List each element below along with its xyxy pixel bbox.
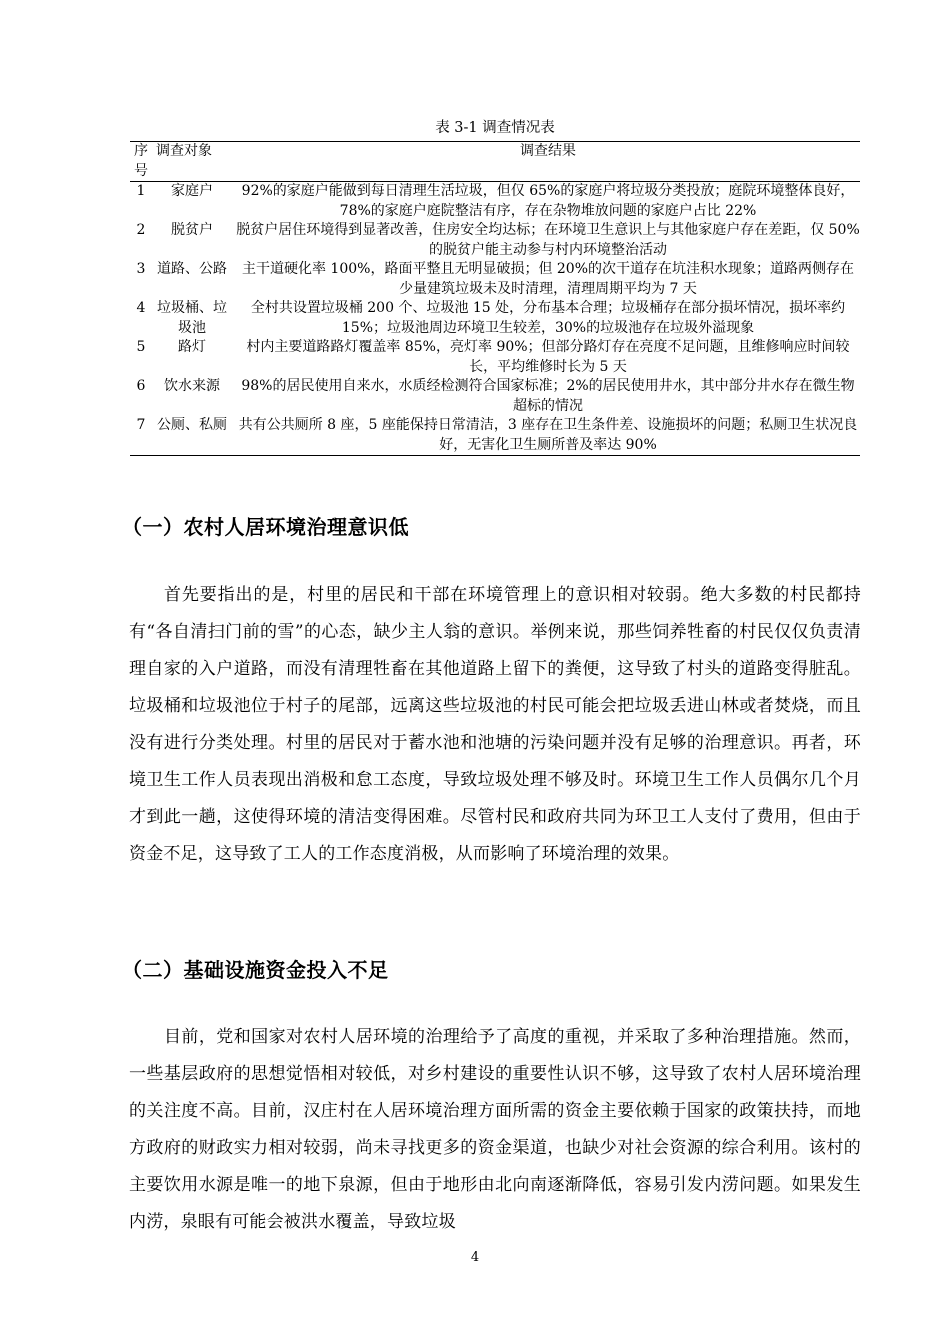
row-result: 共有公共厕所 8 座，5 座能保持日常清洁，3 座存在卫生条件差、设施损坏的问题；私厕卫生状况良好，无害化卫生厕所普及率达 90% xyxy=(238,417,858,453)
row-result: 脱贫户居住环境得到显著改善，住房安全均达标；在环境卫生意识上与其他家庭户存在差距，仅 50%的脱贫户能主动参与村内环境整治活动 xyxy=(236,222,860,258)
table-row xyxy=(130,338,860,377)
table-row xyxy=(130,299,860,338)
header-result: 调查结果 xyxy=(520,143,576,159)
row-result: 主干道硬化率 100%，路面平整且无明显破损；但 20%的次干道存在坑洼积水现象；道路两侧存在少量建筑垃圾未及时清理，清理周期平均为 7 天 xyxy=(241,261,855,297)
section-paragraph-1: 首先要指出的是，村里的居民和干部在环境管理上的意识相对较弱。绝大多数的村民都持有“各自清扫门前的雪”的心态，缺少主人翁的意识。举例来说，那些饲养牲畜的村民仅仅负责清理自家的入户道路，而没有清理牲畜在其他道路上留下的粪便，这导致了村头的道路变得脏乱。垃圾桶和垃圾池位于村子的尾部，远离这些垃圾池的村民可能会把垃圾丢进山林或者焚烧，而且没有进行分类处理。村里的居民对于蓄水池和池塘的污染问题并没有足够的治理意识。再者，环境卫生工作人员表现出消极和怠工态度，导致垃圾处理不够及时。环境卫生工作人员偶尔几个月才到此一趟，这使得环境的清洁变得困难。尽管村民和政府共同为环卫工人支付了费用，但由于资金不足，这导致了工人的工作态度消极，从而影响了环境治理的效果。 xyxy=(129,585,861,864)
page-number: 4 xyxy=(470,1250,480,1265)
row-no: 5 xyxy=(136,339,146,355)
survey-table xyxy=(130,141,860,456)
row-result: 98%的居民使用自来水，水质经检测符合国家标准；2%的居民使用井水，其中部分井水存在微生物超标的情况 xyxy=(241,378,855,414)
row-no: 6 xyxy=(136,378,146,394)
header-no: 序号 xyxy=(134,143,148,179)
row-result: 村内主要道路路灯覆盖率 85%，亮灯率 90%；但部分路灯存在亮度不足问题，且维修响应时间较长，平均维修时长为 5 天 xyxy=(246,339,850,375)
table-row xyxy=(130,260,860,299)
section-heading-1: （一）农村人居环境治理意识低 xyxy=(122,515,409,539)
row-no: 7 xyxy=(136,417,146,433)
header-object: 调查对象 xyxy=(156,143,212,159)
row-object: 家庭户 xyxy=(171,183,213,199)
table-row xyxy=(130,182,860,222)
row-result: 92%的家庭户能做到每日清理生活垃圾，但仅 65%的家庭户将垃圾分类投放；庭院环境整体良好，78%的家庭户庭院整洁有序，存在杂物堆放问题的家庭户占比 22% xyxy=(241,183,855,219)
row-object: 垃圾桶、垃圾池 xyxy=(157,300,227,336)
row-object: 公厕、私厕 xyxy=(157,417,227,433)
row-object: 路灯 xyxy=(178,339,206,355)
row-object: 道路、公路 xyxy=(157,261,227,277)
row-object: 饮水来源 xyxy=(164,378,220,394)
section-heading-2: （二）基础设施资金投入不足 xyxy=(122,958,389,982)
table-row xyxy=(130,416,860,456)
table-header-row xyxy=(130,142,860,182)
row-result: 全村共设置垃圾桶 200 个、垃圾池 15 处，分布基本合理；垃圾桶存在部分损坏情况，损坏率约 15%；垃圾池周边环境卫生较差，30%的垃圾池存在垃圾外溢现象 xyxy=(250,300,846,336)
row-no: 2 xyxy=(136,222,146,238)
row-object: 脱贫户 xyxy=(171,222,213,238)
table-row xyxy=(130,377,860,416)
table-row xyxy=(130,221,860,260)
row-no: 3 xyxy=(136,261,146,277)
row-no: 4 xyxy=(136,300,146,316)
section-paragraph-2: 目前，党和国家对农村人居环境的治理给予了高度的重视，并采取了多种治理措施。然而，一些基层政府的思想觉悟相对较低，对乡村建设的重要性认识不够，这导致了农村人居环境治理的关注度不高。目前，汉庄村在人居环境治理方面所需的资金主要依赖于国家的政策扶持，而地方政府的财政实力相对较弱，尚未寻找更多的资金渠道，也缺少对社会资源的综合利用。该村的主要饮用水源是唯一的地下泉源，但由于地形由北向南逐渐降低，容易引发内涝问题。如果发生内涝，泉眼有可能会被洪水覆盖，导致垃圾 xyxy=(129,1027,861,1232)
table-caption: 表 3-1 调查情况表 xyxy=(435,120,555,136)
row-no: 1 xyxy=(136,183,146,199)
